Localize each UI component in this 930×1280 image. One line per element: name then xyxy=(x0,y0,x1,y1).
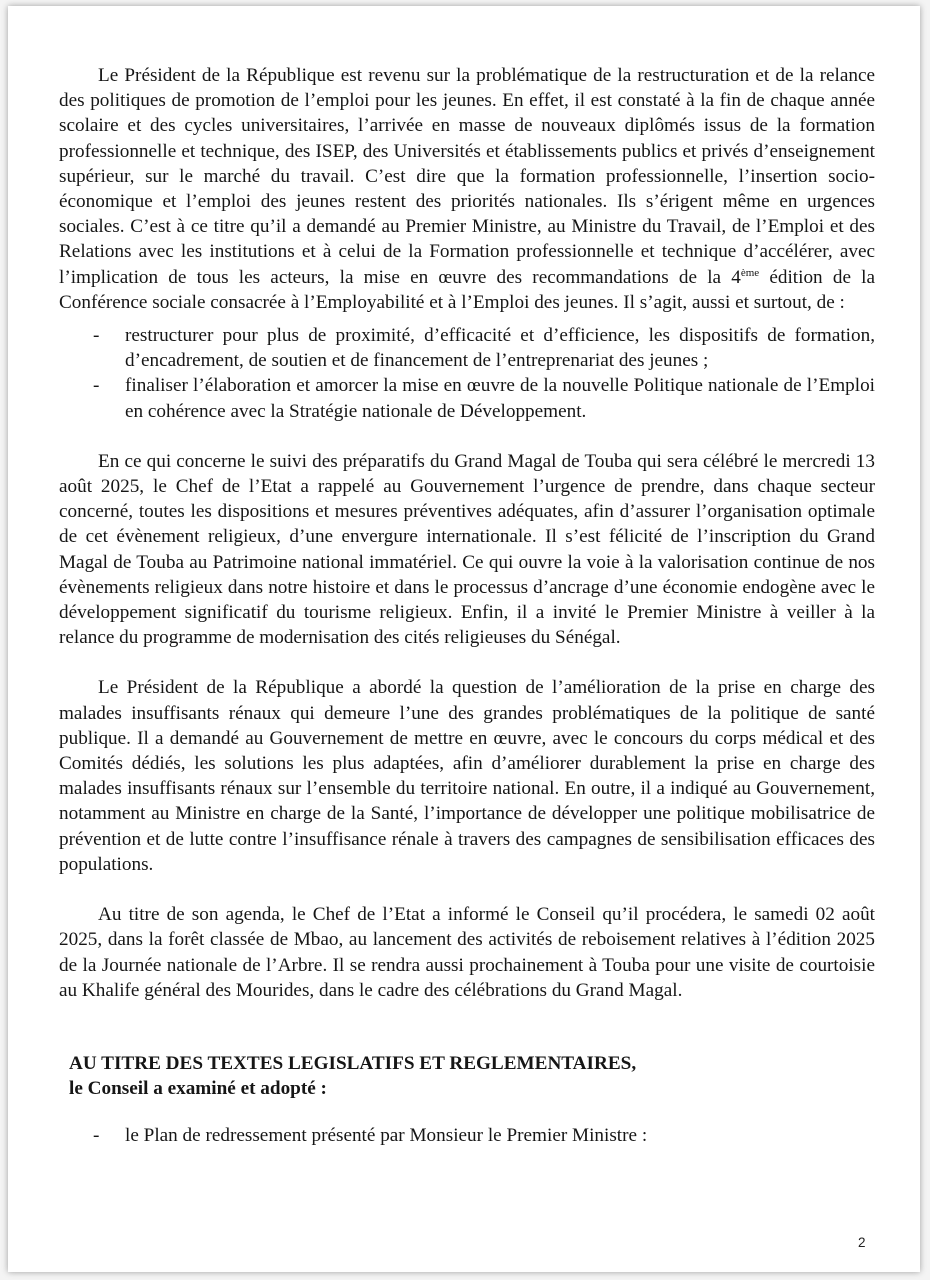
list-item xyxy=(59,373,875,423)
paragraph-employment-text-2: édition de la Conférence sociale consacrée à l’Employabilité et à l’Emploi des jeunes. Il s’agit, aussi et surtout, de : xyxy=(59,266,875,313)
page-number: 2 xyxy=(858,1235,866,1250)
paragraph-agenda: Au titre de son agenda, le Chef de l’Etat a informé le Conseil qu’il procédera, le samedi 02 août 2025, dans la forêt classée de Mbao, au lancement des activités de reboisement relatives à l’édition 2025 de la Journée nationale de l’Arbre. Il se rendra aussi prochainement à Touba pour une visite de courtoisie au Khalife général des Mourides, dans le cadre des célébrations du Grand Magal. xyxy=(59,904,875,1001)
paragraph-employment xyxy=(59,63,875,315)
employment-measures-list xyxy=(59,323,875,424)
list-item xyxy=(59,323,875,373)
section-heading-title: AU TITRE DES TEXTES LEGISLATIFS ET REGLEMENTAIRES, xyxy=(69,1052,637,1074)
dash-bullet: - xyxy=(93,375,100,397)
adopted-texts-list xyxy=(59,1123,875,1148)
list-item xyxy=(59,1123,875,1148)
list-item-text: finaliser l’élaboration et amorcer la mise en œuvre de la nouvelle Politique nationale de l’Emploi en cohérence avec la Stratégie nationale de Développement. xyxy=(125,375,875,422)
paragraph-grand-magal: En ce qui concerne le suivi des préparatifs du Grand Magal de Touba qui sera célébré le mercredi 13 août 2025, le Chef de l’Etat a rappelé au Gouvernement l’urgence de prendre, dans chaque secteur concerné, toutes les dispositions et mesures préventives adéquates, afin d’assurer l’organisation optimale de cet évènement religieux, d’une envergure internationale. Il s’est félicité de l’inscription du Grand Magal de Touba au Patrimoine national immatériel. Ce qui ouvre la voie à la valorisation continue de nos évènements religieux dans notre histoire et dans le processus d’ancrage d’une économie endogène avec le développement significatif du tourisme religieux. Enfin, il a invité le Premier Ministre à veiller à la relance du programme de modernisation des cités religieuses du Sénégal. xyxy=(59,450,875,649)
superscript-ordinal: ème xyxy=(740,266,760,279)
document-body xyxy=(59,63,875,1149)
document-page xyxy=(8,6,920,1272)
section-heading-subtitle: le Conseil a examiné et adopté : xyxy=(69,1078,327,1100)
list-item-text: le Plan de redressement présenté par Monsieur le Premier Ministre : xyxy=(125,1125,648,1147)
dash-bullet: - xyxy=(93,325,100,347)
dash-bullet: - xyxy=(93,1125,100,1147)
section-heading xyxy=(59,1051,875,1101)
list-item-text: restructurer pour plus de proximité, d’efficacité et d’efficience, les dispositifs de formation, d’encadrement, de soutien et de financement de l’entreprenariat des jeunes ; xyxy=(125,325,875,372)
paragraph-employment-text-1: Le Président de la République est revenu sur la problématique de la restructuration et de la relance des politiques de promotion de l’emploi pour les jeunes. En effet, il est constaté à la fin de chaque année scolaire et des cycles universitaires, l’arrivée en masse de nouveaux diplômés issus de la formation professionnelle et technique, des ISEP, des Universités et établissements publics et privés d’enseignement supérieur, sur le marché du travail. C’est dire que la formation professionnelle, l’insertion socio-économique et l’emploi des jeunes restent des priorités nationales. Ils s’érigent même en urgences sociales. C’est à ce titre qu’il a demandé au Premier Ministre, au Ministre du Travail, de l’Emploi et des Relations avec les institutions et à celui de la Formation professionnelle et technique d’accélérer, avec l’implication de tous les acteurs, la mise en œuvre des recommandations de la 4 xyxy=(59,65,875,288)
paragraph-renal-health: Le Président de la République a abordé la question de l’amélioration de la prise en charge des malades insuffisants rénaux qui demeure l’une des grandes problématiques de la politique de santé publique. Il a demandé au Gouvernement de mettre en œuvre, avec le concours du corps médical et des Comités dédiés, les solutions les plus adaptées, afin d’améliorer durablement la prise en charge des malades insuffisants rénaux sur l’ensemble du territoire national. En outre, il a indiqué au Gouvernement, notamment au Ministre en charge de la Santé, l’importance de développer une politique mobilisatrice de prévention et de lutte contre l’insuffisance rénale à travers des campagnes de sensibilisation efficaces des populations. xyxy=(59,677,875,875)
